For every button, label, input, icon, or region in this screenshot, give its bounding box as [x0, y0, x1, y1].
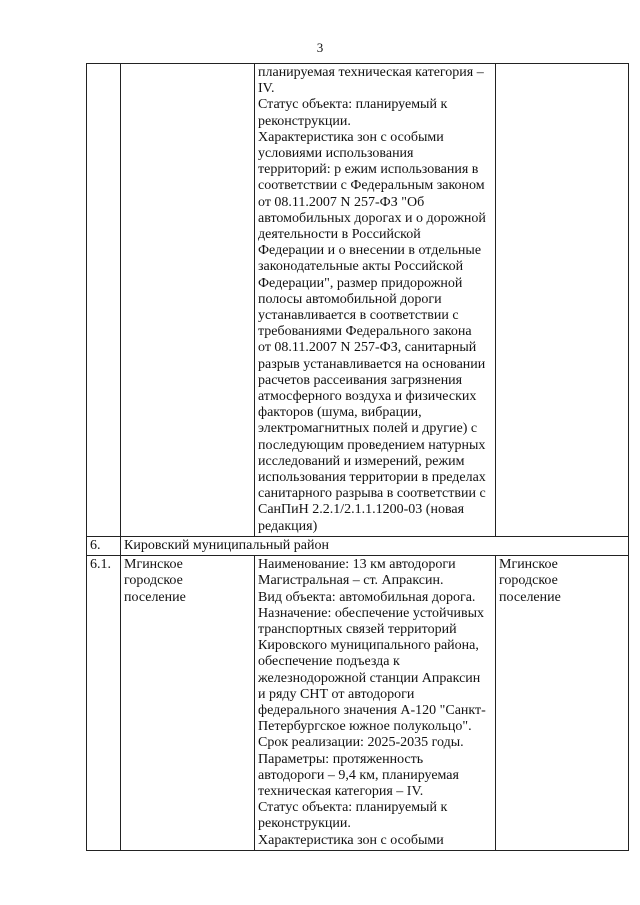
object-description-cell: планируемая техническая категория – IV. Статус объекта: планируемый к реконструкции. Характеристика зон с особыми условиями использования территорий: р ежим использования в соответствии с Федеральным законом от 08.11.2007 N 257-ФЗ "Об автомобильных дорогах и о дорожной деятельности в Российской Федерации и о внесении в отдельные законодательные акты Российской Федерации", размер придорожной полосы автомобильной дороги устанавливается в соответствии с требованиями Федерального закона от 08.11.2007 N 257-ФЗ, санитарный разрыв устанавливается на основании расчетов рассеивания загрязнения атмосферного воздуха и физических факторов (шума, вибрации, электромагнитных полей и другие) с последующим проведением натурных исследований и измерений, режим использования территории в пределах санитарного разрыва в соответствии с СанПиН 2.2.1/2.1.1.1200-03 (новая редакция): [255, 64, 496, 537]
objects-table: [86, 63, 629, 851]
table-row: [87, 556, 629, 851]
row-number-cell: [87, 64, 121, 537]
table-row: [87, 64, 629, 537]
section-row: [87, 536, 629, 555]
object-description-cell: Наименование: 13 км автодороги Магистральная – ст. Апраксин. Вид объекта: автомобильная дорога. Назначение: обеспечение устойчивых транспортных связей территорий Кировского муниципального района, обеспечение подъезда к железнодорожной станции Апраксин и ряду СНТ от автодороги федерального значения А-120 "Санкт- Петербургское южное полукольцо". Срок реализации: 2025-2035 годы. Параметры: протяженность автодороги – 9,4 км, планируемая техническая категория – IV. Статус объекта: планируемый к реконструкции. Характеристика зон с особыми: [255, 556, 496, 851]
location-cell: [496, 64, 629, 537]
section-title-cell: Кировский муниципальный район: [121, 536, 629, 555]
settlement-name-cell: [121, 64, 255, 537]
row-number-cell: 6.1.: [87, 556, 121, 851]
location-cell: Мгинское городское поселение: [496, 556, 629, 851]
page-number: 3: [316, 40, 324, 55]
section-number-cell: 6.: [87, 536, 121, 555]
settlement-name-cell: Мгинское городское поселение: [121, 556, 255, 851]
